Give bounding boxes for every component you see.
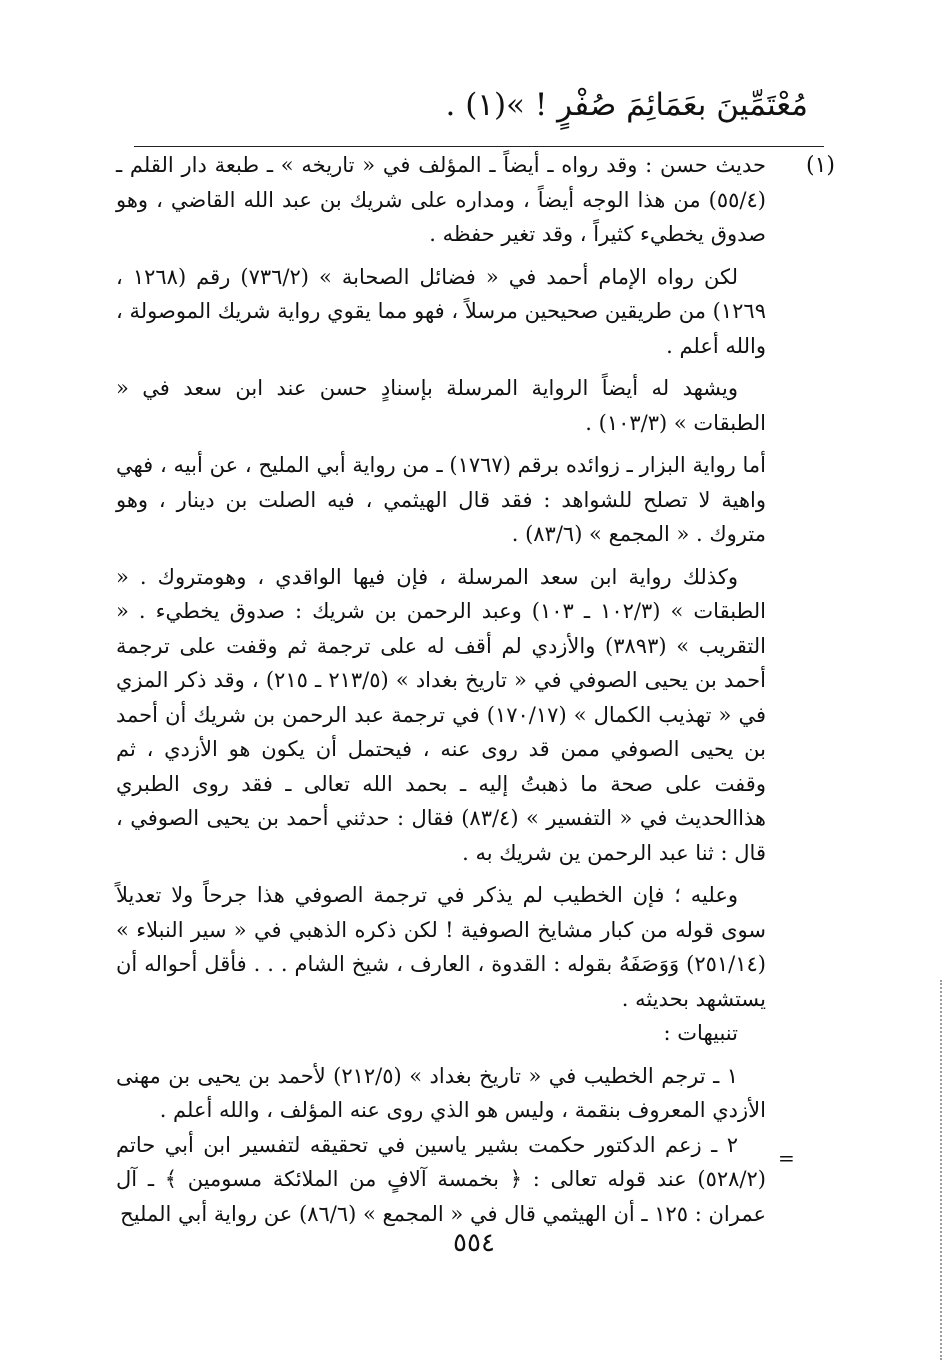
continuation-mark: =	[778, 1146, 795, 1170]
footnotes-heading: تنبيهات :	[663, 1021, 738, 1045]
footnote-paragraph: وعليه ؛ فإن الخطيب لم يذكر في ترجمة الصوفي هذا جرحاً ولا تعديلاً سوى قوله من كبار مشايخ الصوفية ! لكن ذكره الذهبي في « سير النبلاء » (٢٥١/١٤) وَوَصَفَهُ بقوله : القدوة ، العارف ، شيخ الشام . . . فأقل أحواله أن يستشهد بحديثه .	[116, 883, 766, 1011]
footnote-paragraph: حديث حسن : وقد رواه ـ أيضاً ـ المؤلف في « تاريخه » ـ طبعة دار القلم ـ (٥٥/٤) من هذا الوجه أيضاً ، ومداره على شريك بن عبد الله القاضي ، وهو صدوق يخطيء كثيراً ، وقد تغير حفظه .	[116, 153, 766, 246]
footnote-paragraph: لكن رواه الإمام أحمد في « فضائل الصحابة » (٧٣٦/٢) رقم (١٢٦٨ ، ١٢٦٩) من طريقين صحيحين مرسلاً ، فهو مما يقوي رواية شريك الموصولة ، والله أعلم .	[116, 264, 766, 358]
footnote-paragraph: ١ ـ ترجم الخطيب في « تاريخ بغداد » (٢١٢/٥) لأحمد بن يحيى بن مهنى الأزدي المعروف بنقمة ، وليس هو الذي روى عنه المؤلف ، والله أعلم .	[116, 1063, 766, 1122]
footnote-marker: (١)	[805, 153, 835, 178]
footnote-body	[116, 148, 766, 1231]
scan-edge-mark	[938, 980, 942, 1360]
footnote-paragraph: أما رواية البزار ـ زوائده برقم (١٧٦٧) ـ من رواية أبي المليح ، عن أبيه ، فهي واهية لا تصلح للشواهد : فقد قال الهيثمي ، فيه الصلت بن دينار ، وهو متروك . « المجمع » (٨٣/٦) .	[116, 453, 766, 546]
main-text-line: مُعْتَمِّينَ بعَمَائِمَ صُفْرٍ ! »(١) .	[445, 87, 808, 123]
footnote-paragraph: وكذلك رواية ابن سعد المرسلة ، فإن فيها الواقدي ، وهومتروك . « الطبقات » (١٠٢/٣ ـ ١٠٣) وعبد الرحمن بن شريك : صدوق يخطيء . « التقريب » (٣٨٩٣) والأزدي لم أقف له على ترجمة ثم وقفت على ترجمة أحمد بن يحيى الصوفي في « تاريخ بغداد » (٢١٣/٥ ـ ٢١٥) ، وقد ذكر المزي في « تهذيب الكمال » (١٧٠/١٧) في ترجمة عبد الرحمن بن شريك أن أحمد بن يحيى الصوفي ممن قد روى عنه ، فيحتمل أن يكون هو الأزدي ، ثم وقفت على صحة ما ذهبتُ إليه ـ بحمد الله تعالى ـ فقد روى الطبري هذاالحديث في « التفسير » (٨٣/٤) فقال : حدثني أحمد بن يحيى الصوفي ، قال : ثنا عبد الرحمن ين شريك به .	[116, 564, 767, 865]
page-number: ٥٥٤	[453, 1228, 495, 1258]
footnote-paragraph: ٢ ـ زعم الدكتور حكمت بشير ياسين في تحقيقه لتفسير ابن أبي حاتم (٥٢٨/٢) عند قوله تعالى : ﴿ بخمسة آلافٍ من الملائكة مسومين ﴾ ـ آل عمران : ١٢٥ ـ أن الهيثمي قال في « المجمع » (٨٦/٦) عن رواية أبي المليح	[116, 1132, 766, 1226]
footnote-separator	[134, 146, 824, 147]
footnote-paragraph: ويشهد له أيضاً الرواية المرسلة بإسنادٍ حسن عند ابن سعد في « الطبقات » (١٠٣/٣) .	[116, 376, 766, 435]
